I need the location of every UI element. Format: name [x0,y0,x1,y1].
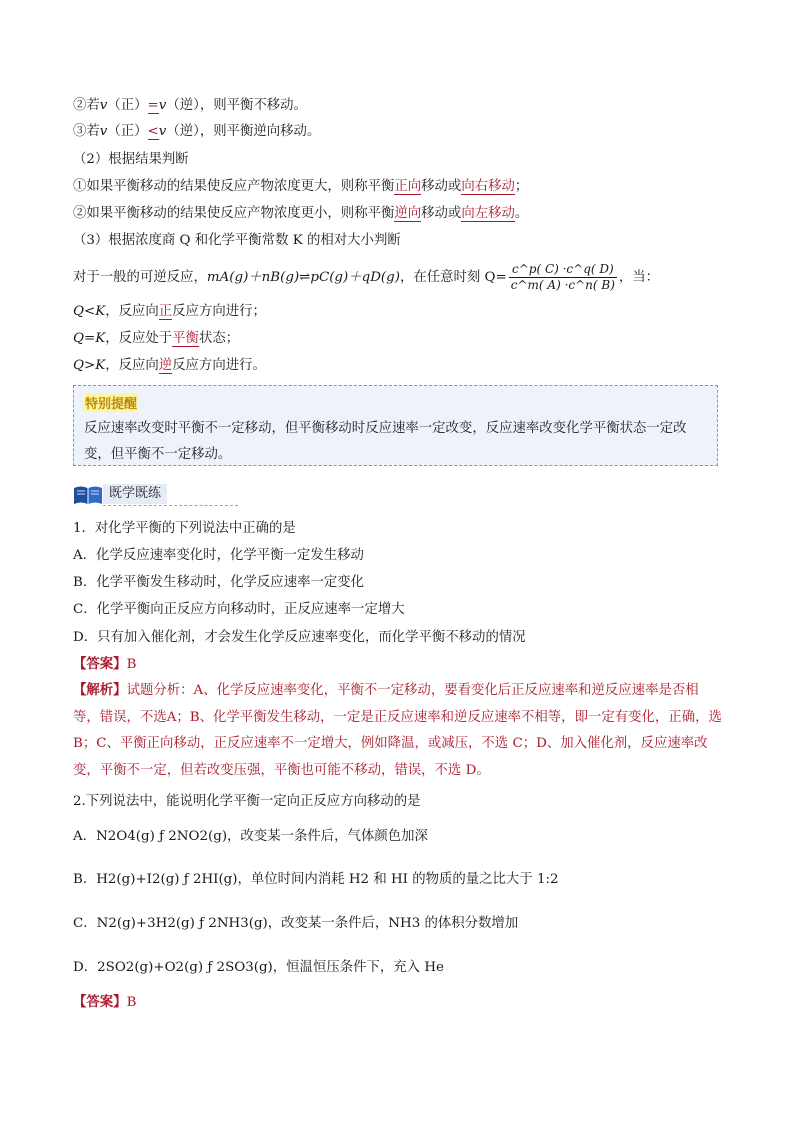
equal-sign: = [147,98,159,113]
q2-option-d: D．2SO2(g)+O2(g) ƒ 2SO3(g)，恒温恒压条件下，充入 He [73,960,444,975]
q1-answer: 【答案】B [73,656,137,672]
judge-heading: （2）根据结果判断 [73,152,189,167]
conc-heading: （3）根据浓度商 Q 和化学平衡常数 K 的相对大小判断 [73,233,401,248]
q1-analysis: 【解析】试题分析：A、化学反应速率变化，平衡不一定移动，要看变化后正反应速率和逆反应速率是否相等，错误，不选A；B、化学平衡发生移动，一定是正反应速率和逆反应速率不相等，即一定有变化，正确，选 B；C、平衡正向移动，正反应速率不一定增大，例如降温，或减压，不选 C；D、加入催化剂，反应速率改变，平衡不一定，但若改变压强，平衡也可能不移动，错误，不选 D。 [73,682,722,778]
conc-intro: 对于一般的可逆反应，mA(g)＋nB(g)⇌pC(g)＋qD(g)，在任意时刻 Q= $\frac{c\^{}p( C) \cdot c\^{}q( D)}{c\^{}m( A) \cdot c\^{}n( B)}$ ，当： [73,262,660,292]
q1-stem: 1．对化学平衡的下列说法中正确的是 [73,521,296,536]
q2-option-b: B．H2(g)+I2(g) ƒ 2HI(g)，单位时间内消耗 H2 和 HI 的物质的量之比大于 1:2 [73,872,559,887]
special-reminder-box [73,385,718,466]
judge-item-1: ①如果平衡移动的结果使反应产物浓度更大，则称平衡正向移动或向右移动； [73,179,529,194]
q2-stem: 2.下列说法中，能说明化学平衡一定向正反应方向移动的是 [73,794,421,809]
q1-option-a: A．化学反应速率变化时，化学平衡一定发生移动 [73,548,364,563]
q2-option-a: A．N2O4(g) ƒ 2NO2(g)，改变某一条件后，气体颜色加深 [73,829,428,844]
compare-greater: Q>K，反应向逆反应方向进行。 [73,358,266,373]
section-divider [103,505,238,506]
special-reminder-title: 特别提醒 [84,393,138,412]
judge-item-2: ②如果平衡移动的结果使反应产物浓度更小，则称平衡逆向移动或向左移动。 [73,206,529,221]
q-fraction: $\frac{c\^{}p( C) \cdot c\^{}q( D)}{c\^{}m( A) \cdot c\^{}n( B)}$ [510,262,615,292]
q1-option-d: D．只有加入催化剂，才会发生化学反应速率变化，而化学平衡不移动的情况 [73,630,526,645]
q1-option-b: B．化学平衡发生移动时，化学反应速率一定变化 [73,575,365,590]
compare-less: Q<K，反应向正反应方向进行； [73,304,266,319]
general-reaction: mA(g)＋nB(g)⇌pC(g)＋qD(g) [206,270,400,285]
q2-answer: 【答案】B [73,994,137,1010]
compare-equal: Q=K，反应处于平衡状态； [73,331,240,346]
special-reminder-body: 反应速率改变时平衡不一定移动，但平衡移动时反应速率一定改变，反应速率改变化学平衡状态一定改变，但平衡不一定移动。 [84,421,687,462]
q1-option-c: C．化学平衡向正反应方向移动时，正反应速率一定增大 [73,602,405,617]
condition-line-less: ③若v（正）<v（逆），则平衡逆向移动。 [73,124,321,139]
practice-section-label: 既学既练 [103,484,167,504]
q2-option-c: C．N2(g)+3H2(g) ƒ 2NH3(g)，改变某一条件后，NH3 的体积分数增加 [73,916,519,931]
less-sign: < [147,124,159,139]
condition-line-equal: ②若v（正）=v（逆），则平衡不移动。 [73,98,307,113]
open-book-icon [73,485,103,505]
